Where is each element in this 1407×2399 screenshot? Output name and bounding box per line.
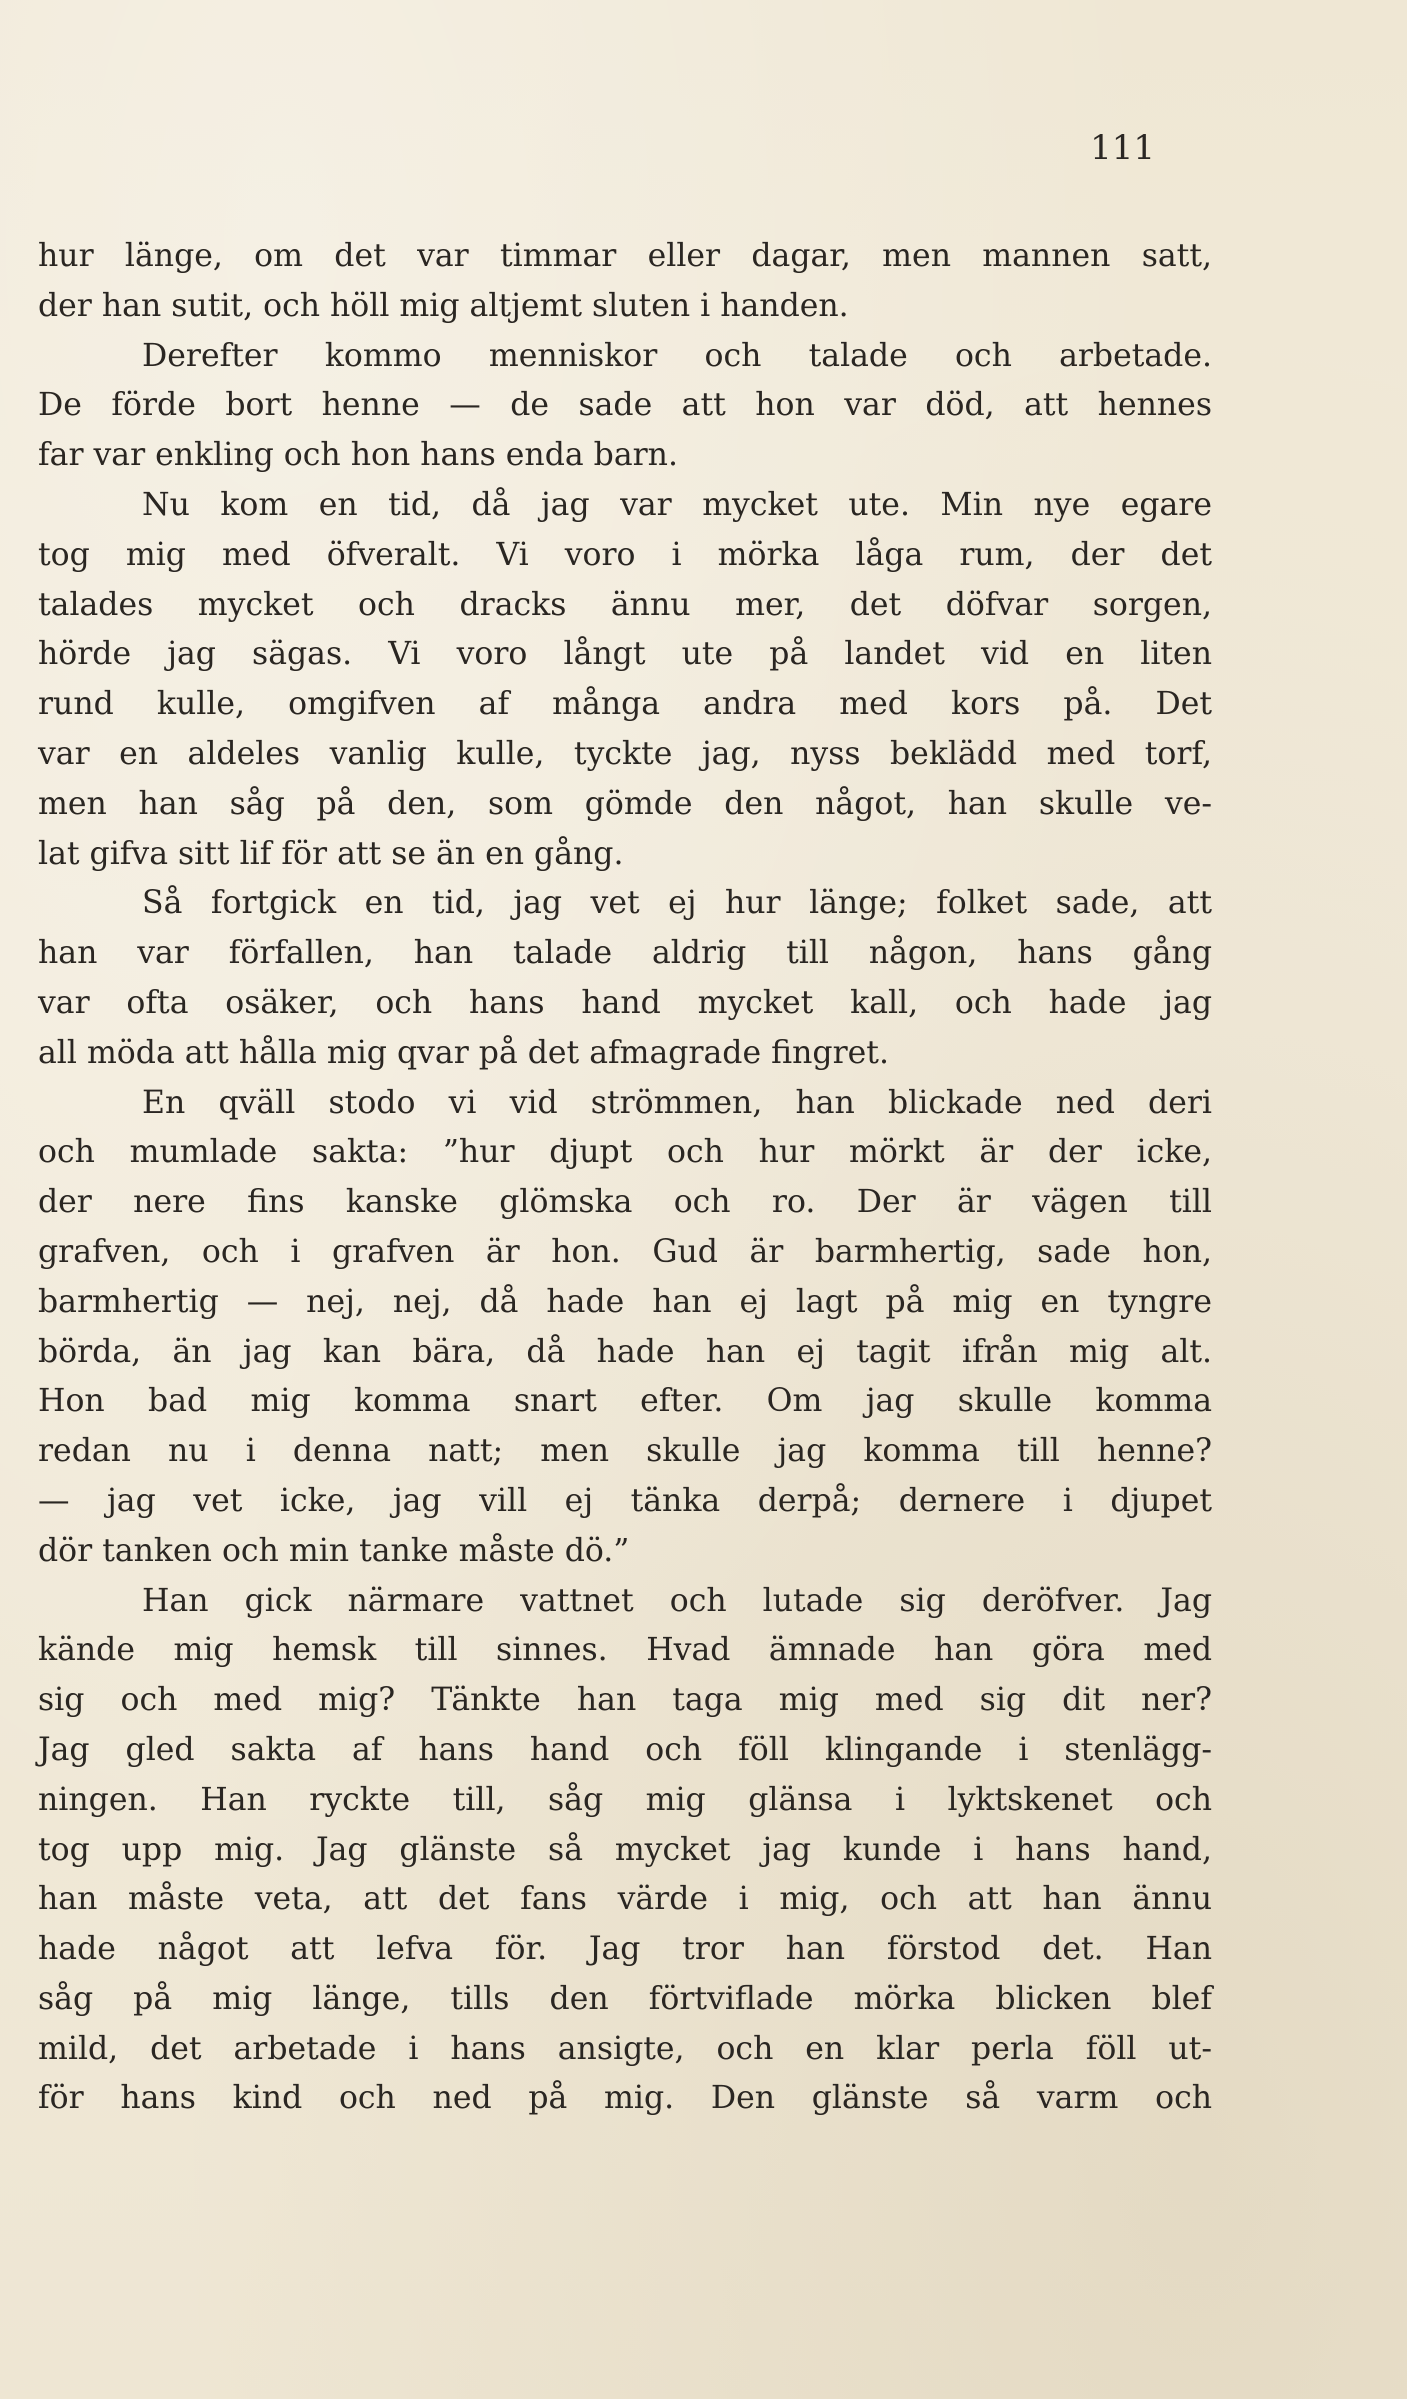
text-line: De förde bort henne — de sade att hon var död, att hennes <box>38 387 1212 424</box>
text-line: tog mig med öfveralt. Vi voro i mörka låga rum, der det <box>38 536 1212 573</box>
text-line: hade något att lefva för. Jag tror han förstod det. Han <box>38 1931 1212 1968</box>
body-text <box>38 232 1212 2124</box>
text-line: sig och med mig? Tänkte han taga mig med sig dit ner? <box>38 1682 1212 1719</box>
text-line: han måste veta, att det fans värde i mig, och att han ännu <box>38 1881 1212 1918</box>
page-number: 111 <box>1090 128 1155 168</box>
text-line: han var förfallen, han talade aldrig till någon, hans gång <box>38 935 1212 972</box>
text-line: der nere fins kanske glömska och ro. Der är vägen till <box>38 1184 1212 1221</box>
text-line: Derefter kommo menniskor och talade och arbetade. <box>142 337 1212 374</box>
text-line: En qväll stodo vi vid strömmen, han blickade ned deri <box>142 1084 1212 1121</box>
text-line: börda, än jag kan bära, då hade han ej tagit ifrån mig alt. <box>38 1333 1212 1370</box>
text-line: barmhertig — nej, nej, då hade han ej lagt på mig en tyngre <box>38 1283 1212 1320</box>
text-line: var ofta osäker, och hans hand mycket kall, och hade jag <box>38 984 1212 1021</box>
text-line: — jag vet icke, jag vill ej tänka derpå; dernere i djupet <box>38 1482 1212 1519</box>
text-line: Så fortgick en tid, jag vet ej hur länge; folket sade, att <box>142 885 1212 922</box>
text-line: lat gifva sitt lif för att se än en gång. <box>38 835 624 872</box>
text-line: far var enkling och hon hans enda barn. <box>38 437 678 474</box>
text-line: men han såg på den, som gömde den något, han skulle ve- <box>38 785 1212 822</box>
text-line: Jag gled sakta af hans hand och föll klingande i stenlägg- <box>38 1731 1212 1768</box>
text-line: hörde jag sägas. Vi voro långt ute på landet vid en liten <box>38 636 1212 673</box>
text-line: Han gick närmare vattnet och lutade sig deröfver. Jag <box>142 1582 1212 1619</box>
text-line: dör tanken och min tanke måste dö.” <box>38 1532 630 1569</box>
text-line: Nu kom en tid, då jag var mycket ute. Min nye egare <box>142 486 1212 523</box>
text-line: ningen. Han ryckte till, såg mig glänsa i lyktskenet och <box>38 1781 1212 1818</box>
text-line: hur länge, om det var timmar eller dagar, men mannen satt, <box>38 238 1212 274</box>
text-line: redan nu i denna natt; men skulle jag komma till henne? <box>38 1433 1212 1470</box>
text-line: all möda att hålla mig qvar på det afmagrade fingret. <box>38 1034 889 1071</box>
text-line: kände mig hemsk till sinnes. Hvad ämnade han göra med <box>38 1632 1212 1669</box>
text-line: grafven, och i grafven är hon. Gud är barmhertig, sade hon, <box>38 1233 1212 1270</box>
text-line: var en aldeles vanlig kulle, tyckte jag, nyss beklädd med torf, <box>38 735 1212 772</box>
text-line: och mumlade sakta: ”hur djupt och hur mörkt är der icke, <box>38 1134 1212 1171</box>
text-line: tog upp mig. Jag glänste så mycket jag kunde i hans hand, <box>38 1831 1212 1868</box>
text-line: såg på mig länge, tills den förtviflade mörka blicken blef <box>38 1980 1212 2017</box>
text-line: talades mycket och dracks ännu mer, det döfvar sorgen, <box>38 586 1212 623</box>
text-line: Hon bad mig komma snart efter. Om jag skulle komma <box>38 1383 1212 1420</box>
text-line: för hans kind och ned på mig. Den glänste så varm och <box>38 2080 1212 2117</box>
text-line: mild, det arbetade i hans ansigte, och en klar perla föll ut- <box>38 2030 1212 2067</box>
text-line: der han sutit, och höll mig altjemt sluten i handen. <box>38 287 849 324</box>
text-line: rund kulle, omgifven af många andra med kors på. Det <box>38 686 1212 723</box>
